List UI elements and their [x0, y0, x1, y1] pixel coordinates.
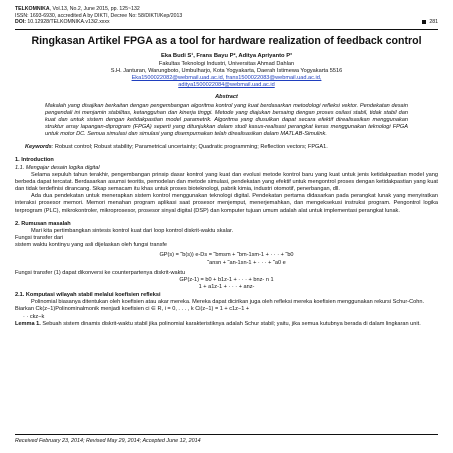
equation-1-line-1: GP(s) = ˜b(s)) e-Ds = ˜bmsm + ˜bm-1sm-1 + · · · + ˜b0: [159, 252, 294, 259]
lemma-text: Sebuah sistem dinamis diskrit-waktu stabil jika polinomial karakteristiknya adalah Schur stabil; yaitu, jika semua kutubnya berada di dalam lingkaran unit.: [40, 320, 421, 327]
authors: Eka Budi S¹, Frans Bayu P², Aditya Apriyanto P³: [161, 53, 292, 60]
paragraph-6: Polinomial biasanya ditentukan oleh koefisien atau akar mereka. Mereka dapat dicirikan juga oleh refleksi mereka koefisien menggunakan rekursi Schur-Cohn.: [31, 299, 425, 306]
page-number: [422, 19, 438, 26]
abstract-text: Makalah yang disajikan berkaitan dengan pengembangan algoritma kontrol yang kuat berdasarkan metodologi refleksi vektor. Pendekatan desain pengendali ini menjamin stabilitas, ketangguhan dan kinerja tinggi. Metode yang diajukan bersaing dengan proses osilasi stabil, tidak stabil dan kuat dan untuk sistem dengan ketidakpastian model parametrik. Algoritma yang diusulkan dapat secara efektif direalisasikan menggunakan struktur array lapangan-diprogram (FPGA) seperti yang ditunjukkan dalam studi kasus-realisasi perangkat keras menggunakan teknologi FPGA untuk motor DC. Semua simulasi dan simulasi yang disempurnakan telah direalisasikan dalam MATLAB-Simulink.: [45, 102, 408, 138]
doi: 10.12928/TELKOMNIKA.v13i2.xxxx: [25, 19, 110, 25]
journal-issn: ISSN: 1693-6930, accredited A by DIKTI, Decree No: 58/DIKTI/Kep/2013: [15, 12, 183, 19]
paragraph-7b: · · ckz−k: [23, 313, 45, 320]
paragraph-4b: sistem waktu kontinyu yang asli dijelaskan oleh fungsi transfe: [15, 242, 168, 249]
keywords-text: : Robust control; Robust stability; Parametrical uncertainty; Quadratic programming; Reflection vectors; FPGA1.: [51, 144, 328, 151]
paragraph-1: Selama sepuluh tahun terakhir, pengembangan prinsip dasar kontrol yang kuat dan evolusi metode kontrol baru yang kuat untuk jenis ketidakpastian model yang berbeda dapat tercatat. Berdasarkan asumsi teoritis, pemodelan dan metode simulasi, pendekatan yang efektif untuk mengontrol proses dengan ketidakpastian yang kuat dan tidak terdefinisi dirancang. Sikap semacam itu khas untuk proses bioteknologi, pabrik kimia, industri otomotif, penerbangan, dll.: [15, 171, 438, 193]
journal-issue: , Vol.13, No.2, June 2015, pp. 125~132: [49, 6, 140, 12]
equation-1-line-2: ˜ansn + ˜an-1sn-1 + · · · + ˜a0 e: [207, 259, 286, 266]
square-bullet-icon: [422, 20, 426, 24]
equation-2-line-1: GP(z-1) = b0 + b1z-1 + · · · + bnz- n 1: [179, 276, 274, 283]
section-1-heading: 1. Introduction: [15, 157, 54, 164]
equation-2-line-2: 1 + a1z-1 + · · · + anz-: [198, 283, 255, 290]
keywords-label: Keywords: [25, 144, 52, 151]
paragraph-7a: Biarkan Ck(z−1)Polinominalmonik menjadi koefisien ci ∈ R, i = 0, . . . , k Ci(z−1) = 1 + c1z−1 +: [15, 306, 250, 313]
paragraph-5: Fungsi transfer (1) dapat dikonversi ke counterpartenya diskrit-waktu: [15, 269, 186, 276]
email-links-1[interactable]: Eka1500022082@webmail.uad.ac.id, frans1500022083@webmail.uad.ac.id,: [131, 75, 322, 82]
affiliation-line-1: Fakultas Teknologi Industri, Universitas Ahmad Dahlan: [158, 60, 295, 67]
page-number-text: 281: [429, 19, 438, 25]
subsection-2-1-heading: 2.1. Komputasi wilayah stabil melalui koefisien refleksi: [15, 292, 161, 299]
lemma-1: [15, 321, 438, 328]
paper-title: Ringkasan Artikel FPGA as a tool for hardware realization of feedback control: [31, 34, 422, 47]
email-links-2[interactable]: aditya1500022084@webmail.uad.ac.id: [178, 82, 275, 89]
lemma-label: Lemma 1.: [15, 320, 41, 327]
equation-1: [15, 252, 438, 266]
equation-2: [15, 277, 438, 291]
paragraph-2: Ada dua pendekatan untuk menerapkan sistem kontrol menggunakan teknologi digital. Pendekatan pertama didasarkan pada perangkat lunak yang menyiratkan interaksi prosesor memori. Memori menahan program aplikasi saat prosesor menjemput, menerjemahkan, dan mengeksekusi instruksi program. Pengontrol logika terprogram (PLC), mikrokontroler, mikroprosesor, prosesor sinyal digital (DSP) dan komputer tujuan umum adalah alat untuk implementasi perangkat lunak.: [15, 193, 438, 214]
footer-rule: [15, 434, 438, 435]
paragraph-4a: Fungsi transfer dari: [15, 235, 64, 242]
subsection-1-1-heading: 1.1. Mengajar desain logika digital: [15, 164, 100, 171]
affiliation-line-2: S.H. Janturan, Warungboto, Umbulharjo, Kota Yogyakarta, Daerah Istimewa Yogyakarta 5516: [110, 67, 343, 74]
received-dates: Received February 23, 2014; Revised May 29, 2014; Accepted June 12, 2014: [15, 438, 201, 444]
header-rule: [15, 29, 438, 30]
paragraph-3: Mari kita pertimbangkan sintesis kontrol kuat dari loop kontrol diskrit-waktu skalar.: [31, 227, 234, 234]
section-2-heading: 2. Rumusan masalah: [15, 220, 71, 227]
abstract-heading: Abstract: [215, 94, 238, 101]
journal-header: [15, 6, 438, 26]
journal-name: TELKOMNIKA: [15, 6, 50, 12]
keywords: [25, 144, 428, 151]
doi-label: DOI:: [15, 19, 26, 25]
